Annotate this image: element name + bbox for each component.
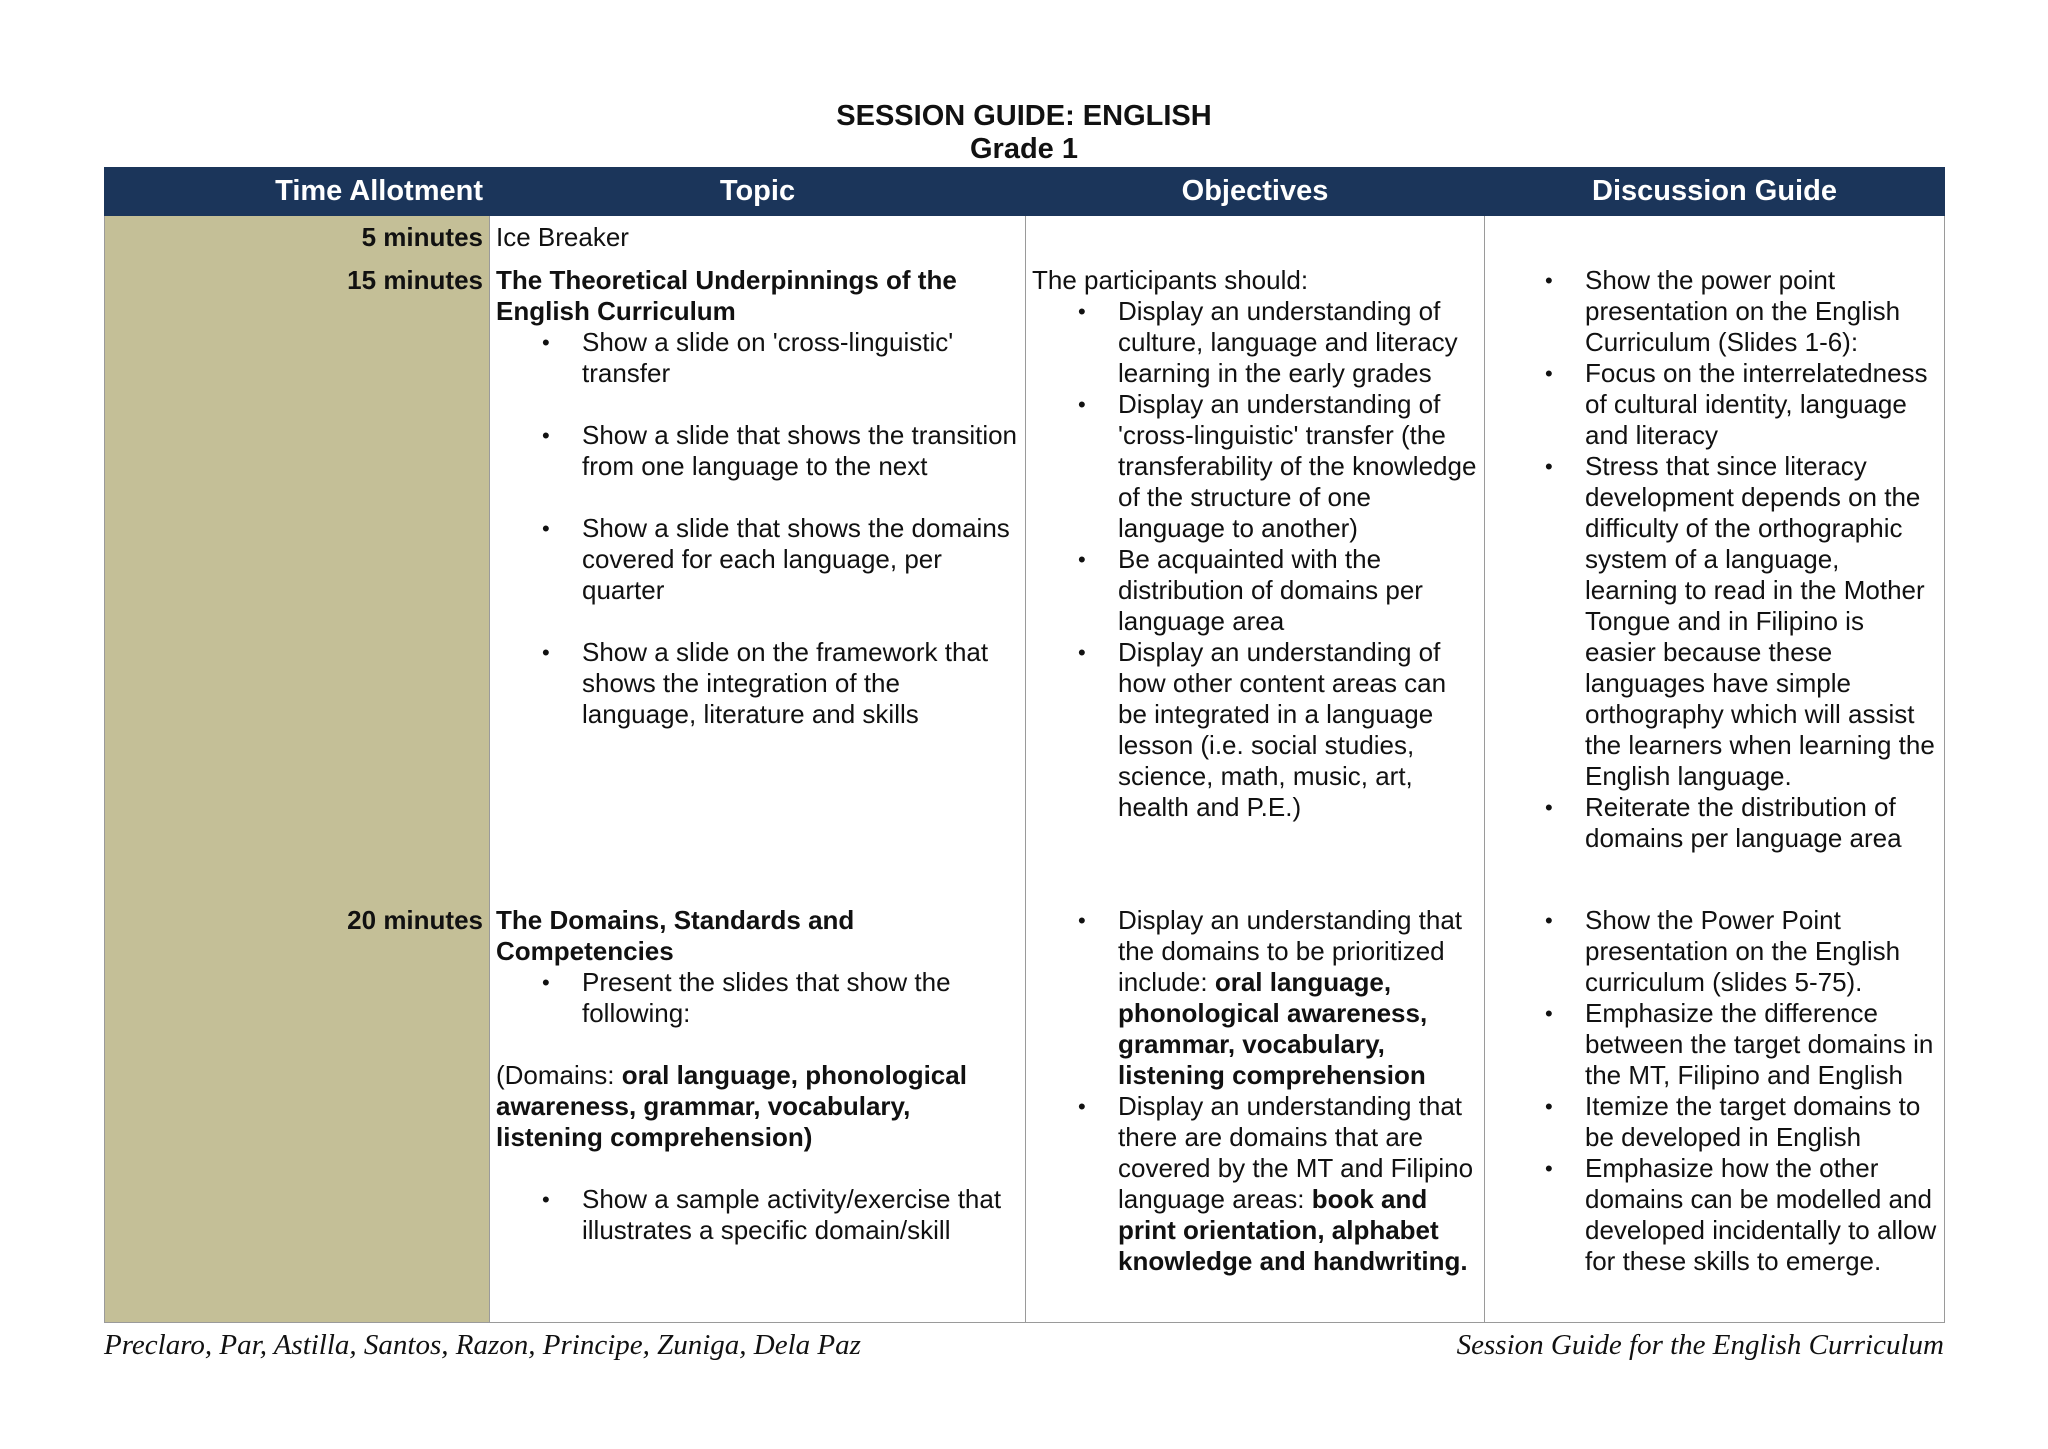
topic-cell [490, 253, 1026, 905]
session-guide-table [104, 167, 1945, 1323]
topic-cell [490, 216, 1026, 254]
time-value: 5 minutes [361, 222, 483, 252]
topic-bullet-list [496, 420, 1019, 482]
topic-cell [490, 905, 1026, 1323]
list-item: • Show a sample activity/exercise that illustrates a specific domain/skill [582, 1184, 1019, 1246]
objective-emphasis: book and print orientation, alphabet knowledge and handwriting. [1118, 1184, 1468, 1276]
objectives-cell [1026, 253, 1485, 905]
objectives-cell [1026, 905, 1485, 1323]
list-item: • Display an understanding of how other content areas can be integrated in a language lesson (i.e. social studies, science, math, music, art, health and P.E.) [1118, 637, 1478, 823]
list-item: • Show a slide on the framework that shows the integration of the language, literature and skills [582, 637, 1019, 730]
list-item [1118, 1091, 1478, 1277]
time-cell [105, 253, 490, 905]
time-cell [105, 905, 490, 1323]
list-item: • Stress that since literacy development depends on the difficulty of the orthographic system of a language, learning to read in the Mother Tongue and in Filipino is easier because these languages have simple orthography which will assist the learners when learning the English language. [1585, 451, 1938, 792]
document-title: SESSION GUIDE: ENGLISH [836, 100, 1212, 132]
list-item: • Be acquainted with the distribution of domains per language area [1118, 544, 1478, 637]
table-row [105, 216, 1945, 254]
time-cell [105, 216, 490, 254]
table-row [105, 905, 1945, 1323]
header-discussion-guide: Discussion Guide [1485, 168, 1945, 216]
header-objectives: Objectives [1026, 168, 1485, 216]
objectives-cell [1026, 216, 1485, 254]
document-page [104, 100, 1944, 1323]
list-item: • Show a slide that shows the domains covered for each language, per quarter [582, 513, 1019, 606]
domains-prefix: (Domains: [496, 1060, 622, 1090]
list-item: • Show a slide that shows the transition from one language to the next [582, 420, 1019, 482]
time-value: 20 minutes [347, 905, 483, 935]
discussion-list [1491, 905, 1938, 1277]
discussion-list [1491, 265, 1938, 854]
footer-authors: Preclaro, Par, Astilla, Santos, Razon, Principe, Zuniga, Dela Paz [104, 1329, 861, 1361]
list-item: • Focus on the interrelatedness of cultural identity, language and literacy [1585, 358, 1938, 451]
document-subtitle: Grade 1 [970, 133, 1078, 165]
topic-bullet-list [496, 513, 1019, 606]
list-item: • Emphasize how the other domains can be modelled and developed incidentally to allow for these skills to emerge. [1585, 1153, 1938, 1277]
list-item: • Show the power point presentation on the English Curriculum (Slides 1-6): [1585, 265, 1938, 358]
header-time-allotment: Time Allotment [105, 168, 490, 216]
list-item: • Emphasize the difference between the target domains in the MT, Filipino and English [1585, 998, 1938, 1091]
topic-bullet-list [496, 637, 1019, 730]
objective-emphasis: oral language, phonological awareness, grammar, vocabulary, listening comprehension [1118, 967, 1428, 1090]
list-item: • Show the Power Point presentation on the English curriculum (slides 5-75). [1585, 905, 1938, 998]
list-item: • Show a slide on 'cross-linguistic' transfer [582, 327, 1019, 389]
list-item: • Itemize the target domains to be developed in English [1585, 1091, 1938, 1153]
objectives-list [1032, 296, 1478, 823]
objective-text: Display an understanding that the domains to be prioritized include: [1118, 905, 1463, 997]
discussion-cell [1485, 253, 1945, 905]
discussion-cell [1485, 216, 1945, 254]
list-item: • Reiterate the distribution of domains per language area [1585, 792, 1938, 854]
discussion-cell [1485, 905, 1945, 1323]
topic-bullet-list [496, 967, 1019, 1029]
list-item: • Display an understanding of 'cross-linguistic' transfer (the transferability of the knowledge of the structure of one language to another) [1118, 389, 1478, 544]
topic-title: The Domains, Standards and Competencies [496, 905, 855, 966]
objective-text: Display an understanding that there are domains that are covered by the MT and Filipino language areas: [1118, 1091, 1474, 1214]
footer-guide-name: Session Guide for the English Curriculum [1456, 1329, 1944, 1361]
objectives-list [1032, 905, 1478, 1277]
topic-title: Ice Breaker [496, 222, 629, 252]
topic-bullet-list [496, 327, 1019, 389]
header-topic: Topic [490, 168, 1026, 216]
list-item: • Present the slides that show the following: [582, 967, 1019, 1029]
domains-list: oral language, phonological awareness, grammar, vocabulary, listening comprehension) [496, 1060, 967, 1152]
topic-domains [496, 1060, 1019, 1153]
objectives-intro: The participants should: [1032, 265, 1309, 295]
table-row [105, 253, 1945, 905]
list-item: • Display an understanding of culture, language and literacy learning in the early grades [1118, 296, 1478, 389]
list-item [1118, 905, 1478, 1091]
topic-bullet-list [496, 1184, 1019, 1246]
topic-title: The Theoretical Underpinnings of the English Curriculum [496, 265, 957, 326]
time-value: 15 minutes [347, 265, 483, 295]
table-header-row [105, 168, 1945, 216]
